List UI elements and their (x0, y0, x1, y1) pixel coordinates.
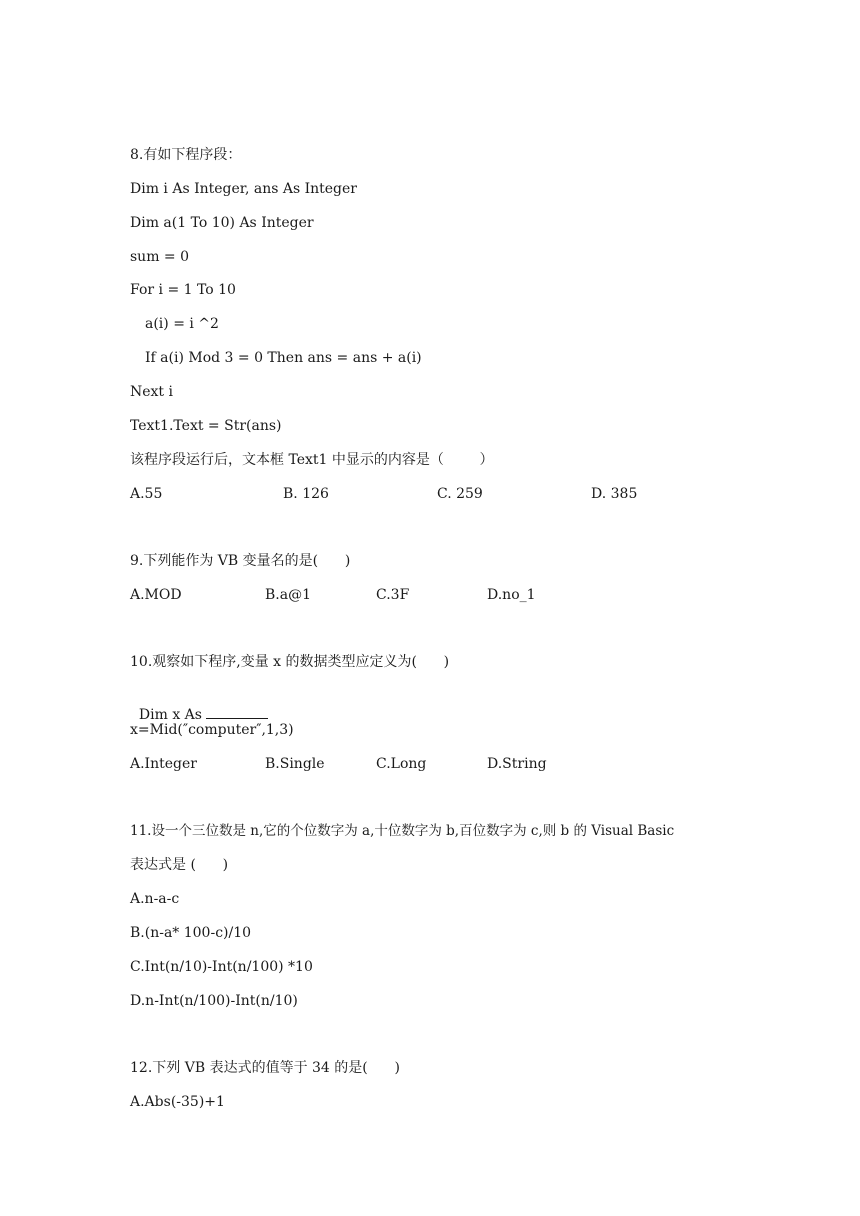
q11-title: 11.设一个三位数是 n,它的个位数字为 a,十位数字为 b,百位数字为 c,则 b 的 Visual Basic (130, 823, 675, 839)
q8-code-line-1: Dim i As Integer, ans As Integer (130, 181, 358, 197)
q10-option-d: D.String (487, 756, 547, 772)
q8-question: 该程序段运行后，文本框 Text1 中显示的内容是（ ） (130, 452, 494, 468)
q8-option-a: A.55 (130, 486, 163, 502)
q10-options (130, 755, 730, 773)
q10-option-a: A.Integer (130, 756, 197, 772)
q9-option-c: C.3F (376, 587, 410, 603)
q9-options (130, 586, 730, 604)
q8-code-line-4: For i = 1 To 10 (130, 282, 236, 298)
q10-option-c: C.Long (376, 756, 427, 772)
q11-option-d: D.n-Int(n/100)-Int(n/10) (130, 993, 298, 1009)
q8-code-line-6: If a(i) Mod 3 = 0 Then ans = ans + a(i) (145, 350, 422, 366)
q12-option-a: A.Abs(-35)+1 (130, 1094, 225, 1110)
q10-code-line-2: x=Mid(″computer″,1,3) (130, 722, 294, 738)
q11-option-c: C.Int(n/10)-Int(n/100) *10 (130, 959, 313, 975)
q9-title: 9.下列能作为 VB 变量名的是( ) (130, 553, 351, 569)
q8-code-line-5: a(i) = i ^2 (145, 316, 219, 332)
q11-title-continued: 表达式是 ( ) (130, 857, 229, 873)
q8-code-line-2: Dim a(1 To 10) As Integer (130, 215, 314, 231)
q10-option-b: B.Single (265, 756, 325, 772)
q10-code-line-1 (130, 687, 268, 724)
q8-option-b: B. 126 (283, 486, 329, 502)
q9-option-d: D.no_1 (487, 587, 536, 603)
q8-code-line-7: Next i (130, 384, 173, 400)
q11-option-b: B.(n-a* 100-c)/10 (130, 925, 252, 941)
q8-option-c: C. 259 (437, 486, 483, 502)
fill-in-blank (206, 705, 268, 719)
q8-options (130, 485, 730, 503)
q11-option-a: A.n-a-c (130, 891, 180, 907)
q10-title: 10.观察如下程序,变量 x 的数据类型应定义为( ) (130, 654, 450, 670)
q8-option-d: D. 385 (591, 486, 638, 502)
q10-code-text: Dim x As (138, 707, 202, 723)
q8-code-line-3: sum = 0 (130, 249, 190, 265)
q9-option-a: A.MOD (130, 587, 182, 603)
q8-code-line-8: Text1.Text = Str(ans) (130, 418, 282, 434)
q8-title: 8.有如下程序段： (130, 147, 242, 163)
q9-option-b: B.a@1 (265, 587, 311, 603)
q12-title: 12.下列 VB 表达式的值等于 34 的是( ) (130, 1060, 400, 1076)
